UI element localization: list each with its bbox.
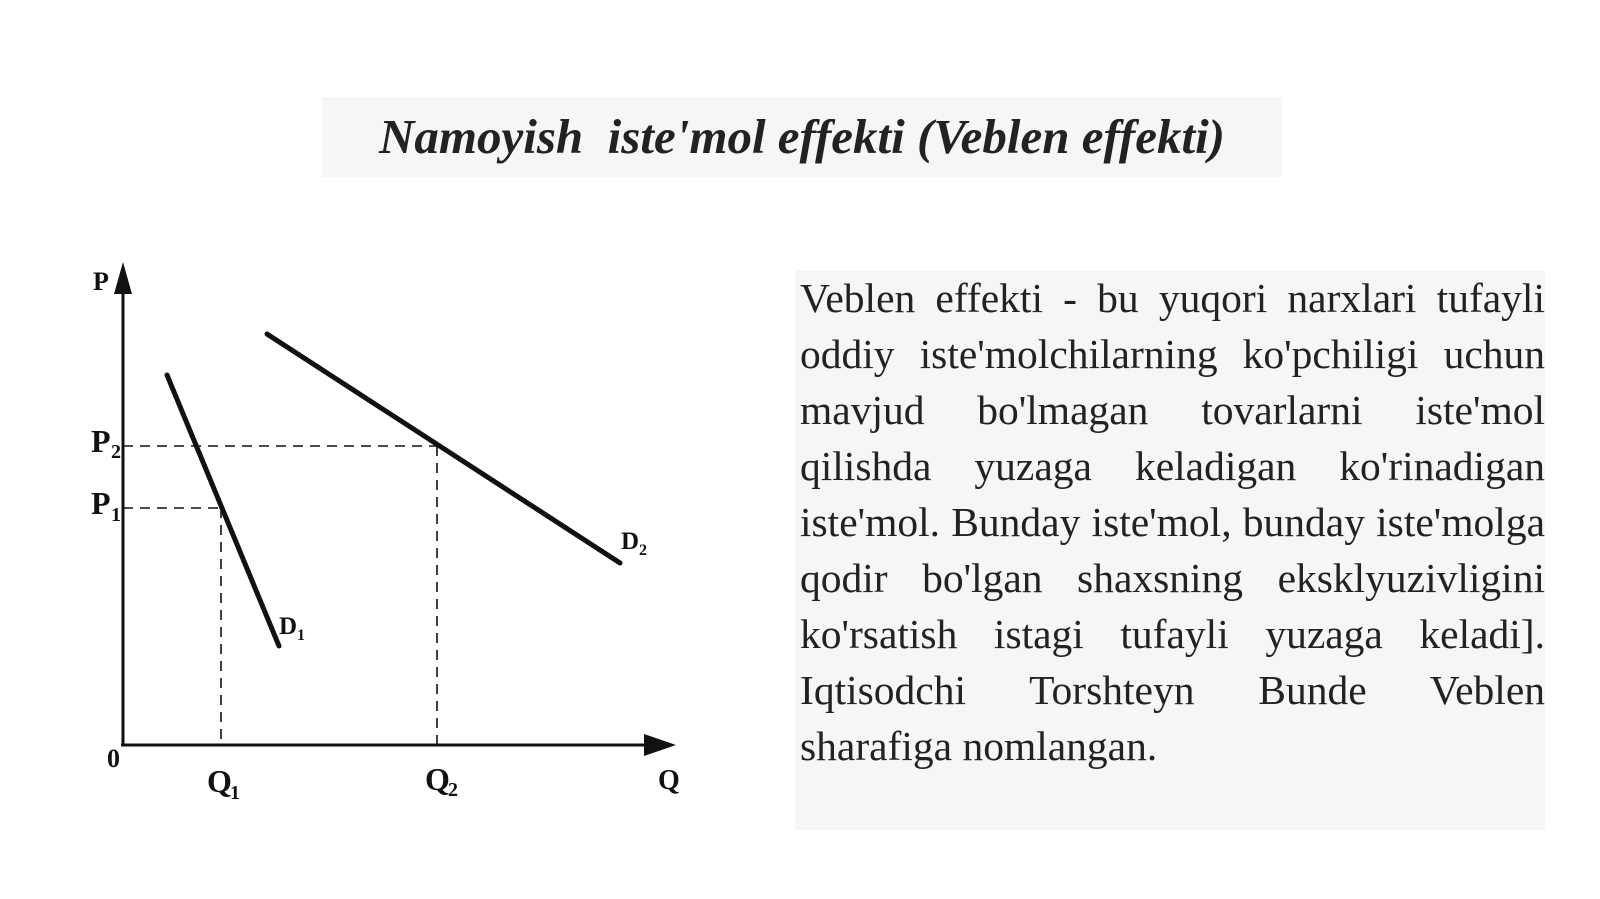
origin-label: 0 (107, 744, 120, 773)
x-axis-arrowhead (644, 734, 676, 756)
svg-text:1: 1 (297, 627, 305, 644)
y-axis-label: P (93, 267, 109, 296)
y-axis-arrowhead (114, 262, 132, 294)
demand-curve-d2 (267, 334, 620, 563)
svg-text:P: P (91, 485, 111, 521)
price-label-p1 (91, 485, 121, 526)
svg-text:P: P (91, 423, 111, 459)
curve-label-d2 (621, 528, 647, 559)
svg-text:1: 1 (111, 504, 121, 526)
price-label-p2 (91, 423, 121, 463)
svg-text:2: 2 (111, 441, 121, 463)
quantity-label-q2 (425, 761, 458, 801)
svg-text:Q: Q (207, 763, 232, 799)
demand-curve-d1 (167, 375, 279, 646)
veblen-effect-diagram (0, 0, 700, 820)
svg-text:D: D (279, 613, 298, 640)
veblen-definition-text: Veblen effekti - bu yuqori narxlari tufayli oddiy iste'molchilarning ko'pchiligi uchun mavjud bo'lmagan tovarlarni iste'mol qilishda yuzaga keladigan ko'rinadigan iste'mol. Bunday iste'mol, bunday iste'molga qodir bo'lgan shaxsning eksklyuzivligini ko'rsatish istagi tufayli yuzaga keladi]. Iqtisodchi Torshteyn Bunde Veblen sharafiga nomlangan. (800, 275, 1545, 769)
svg-text:1: 1 (230, 782, 240, 804)
x-axis-label: Q (658, 765, 680, 796)
svg-text:2: 2 (448, 779, 458, 801)
slide-title: Namoyish iste'mol effekti (Veblen effekti) (378, 109, 1225, 164)
svg-text:2: 2 (639, 542, 647, 559)
svg-text:Q: Q (425, 761, 450, 797)
svg-text:D: D (621, 528, 640, 555)
quantity-label-q1 (207, 763, 240, 804)
curve-label-d1 (279, 613, 305, 644)
